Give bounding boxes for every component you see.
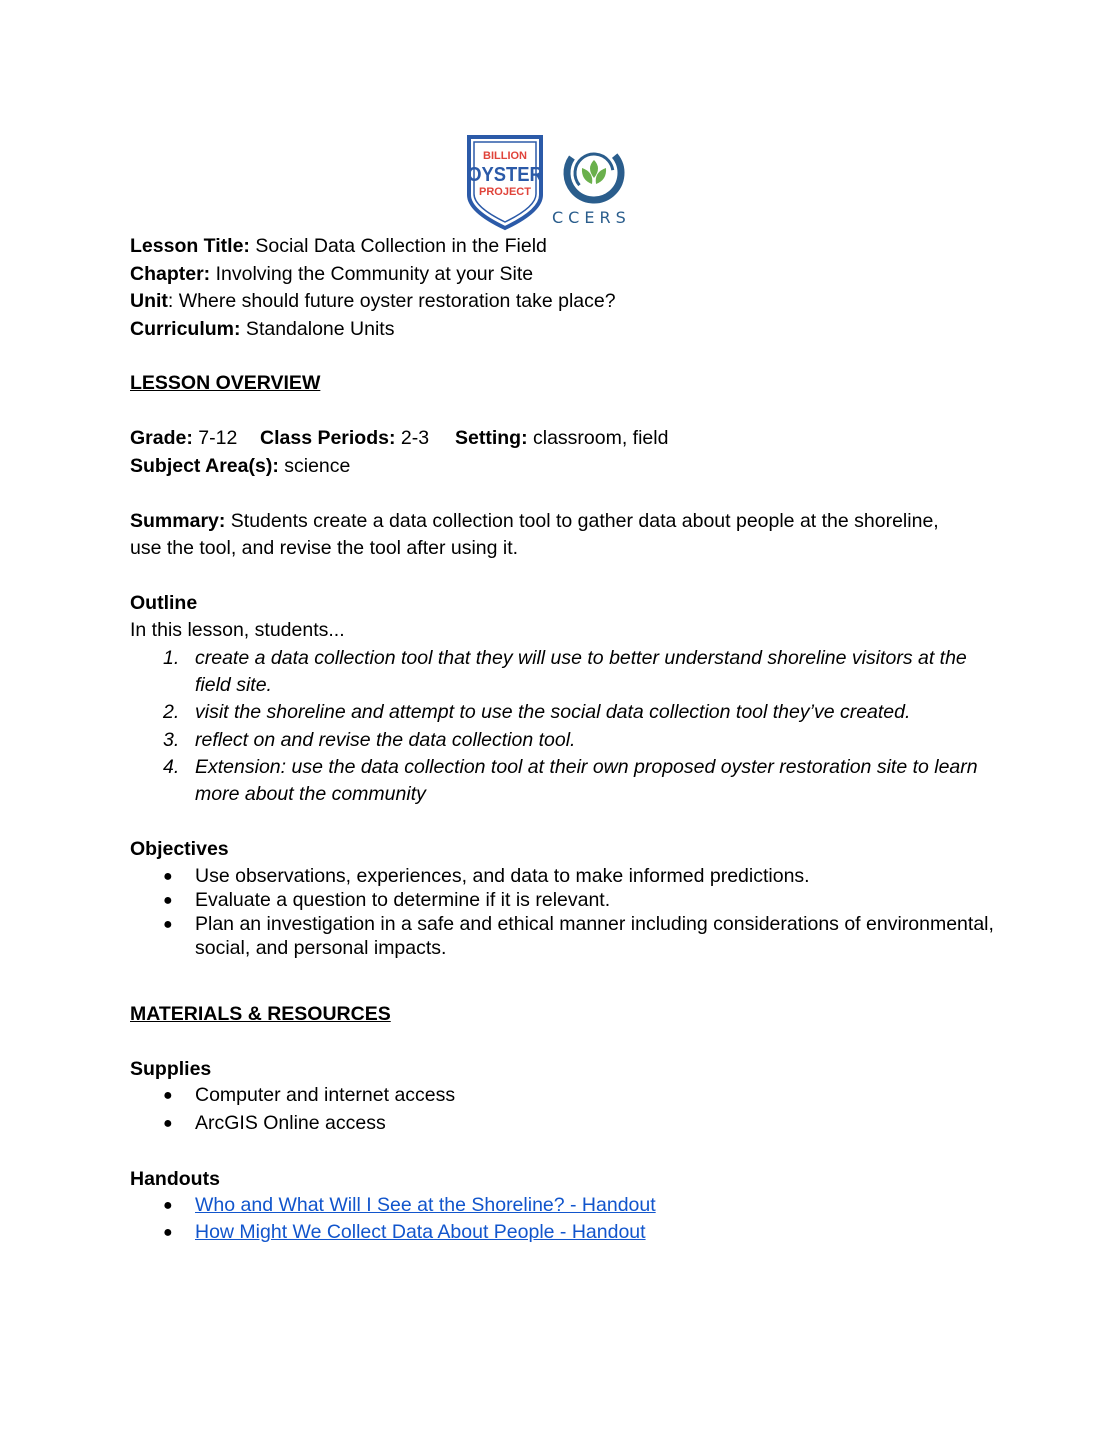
chapter-label: Chapter: <box>130 263 211 285</box>
lesson-title <box>130 234 547 258</box>
curriculum-value: Standalone Units <box>240 318 395 340</box>
curriculum-label: Curriculum: <box>130 318 241 340</box>
objective-item-line: Plan an investigation in a safe and ethical manner including considerations of environmental, <box>195 913 994 935</box>
ccers-logo-text: CCERS <box>552 208 631 227</box>
subject-area-label: Subject Area(s): <box>130 455 279 477</box>
class-periods <box>260 426 429 450</box>
outline-item-number: 3. <box>163 729 180 751</box>
outline-item-number: 4. <box>163 756 180 778</box>
grade-value: 7-12 <box>192 427 238 449</box>
bullet-icon: ● <box>163 1224 173 1241</box>
outline-item-line: Extension: use the data collection tool at their own proposed oyster restoration site to learn <box>195 756 978 778</box>
unit-value: : Where should future oyster restoration take place? <box>167 290 616 312</box>
bullet-icon: ● <box>163 892 173 909</box>
outline-item <box>195 754 995 808</box>
outline-item-line: more about the community <box>195 783 426 805</box>
subject-area-value: science <box>278 455 351 477</box>
outline-item <box>195 727 995 754</box>
summary <box>130 509 939 533</box>
unit-label: Unit <box>130 290 168 312</box>
summary-line1: Students create a data collection tool to gather data about people at the shoreline, <box>225 510 939 532</box>
objective-item: Evaluate a question to determine if it is relevant. <box>195 889 611 911</box>
handout-link-collect-data[interactable]: How Might We Collect Data About People - Handout <box>195 1221 646 1243</box>
setting-value: classroom, field <box>527 427 669 449</box>
class-periods-value: 2-3 <box>395 427 430 449</box>
chapter-value: Involving the Community at your Site <box>210 263 534 285</box>
outline-item-line: visit the shoreline and attempt to use the social data collection tool they’ve created. <box>195 701 911 723</box>
supply-item: ArcGIS Online access <box>195 1112 386 1134</box>
outline-item <box>195 699 995 726</box>
objective-item-line: social, and personal impacts. <box>195 937 447 959</box>
unit <box>130 289 616 313</box>
lesson-overview-heading: LESSON OVERVIEW <box>130 372 321 394</box>
bullet-icon: ● <box>163 868 173 885</box>
setting <box>455 426 668 450</box>
objective-item <box>195 912 1025 960</box>
objectives-heading: Objectives <box>130 838 229 860</box>
bullet-icon: ● <box>163 1197 173 1214</box>
objective-item: Use observations, experiences, and data to make informed predictions. <box>195 865 810 887</box>
outline-item <box>195 645 995 699</box>
outline-item-line: field site. <box>195 674 272 696</box>
handout-item <box>195 1220 995 1244</box>
bullet-icon: ● <box>163 1115 173 1132</box>
setting-label: Setting: <box>455 427 528 449</box>
bop-logo-line2: OYSTER <box>467 164 543 187</box>
outline-item-number: 1. <box>163 647 180 669</box>
handout-link-shoreline[interactable]: Who and What Will I See at the Shoreline? - Handout <box>195 1194 656 1216</box>
supplies-heading: Supplies <box>130 1058 212 1080</box>
bop-logo-line3: PROJECT <box>479 186 531 198</box>
outline-item-number: 2. <box>163 701 180 723</box>
summary-line2: use the tool, and revise the tool after using it. <box>130 537 519 559</box>
bullet-icon: ● <box>163 916 173 933</box>
outline-item-line: reflect on and revise the data collection tool. <box>195 729 576 751</box>
bop-logo-line1: BILLION <box>483 150 527 162</box>
billion-oyster-project-logo <box>465 133 545 231</box>
outline-heading: Outline <box>130 592 198 614</box>
handouts-heading: Handouts <box>130 1168 220 1190</box>
handout-item <box>195 1193 995 1217</box>
outline-item-line: create a data collection tool that they will use to better understand shoreline visitors at the <box>195 647 967 669</box>
bullet-icon: ● <box>163 1087 173 1104</box>
subject-area <box>130 454 350 478</box>
outline-intro: In this lesson, students... <box>130 619 345 641</box>
materials-heading: MATERIALS & RESOURCES <box>130 1003 391 1025</box>
lesson-title-value: Social Data Collection in the Field <box>249 235 547 257</box>
grade-label: Grade: <box>130 427 193 449</box>
lesson-title-label: Lesson Title: <box>130 235 250 257</box>
grade-row <box>130 426 237 450</box>
supply-item: Computer and internet access <box>195 1084 456 1106</box>
chapter <box>130 262 533 286</box>
class-periods-label: Class Periods: <box>260 427 396 449</box>
summary-label: Summary: <box>130 510 226 532</box>
curriculum <box>130 317 394 341</box>
